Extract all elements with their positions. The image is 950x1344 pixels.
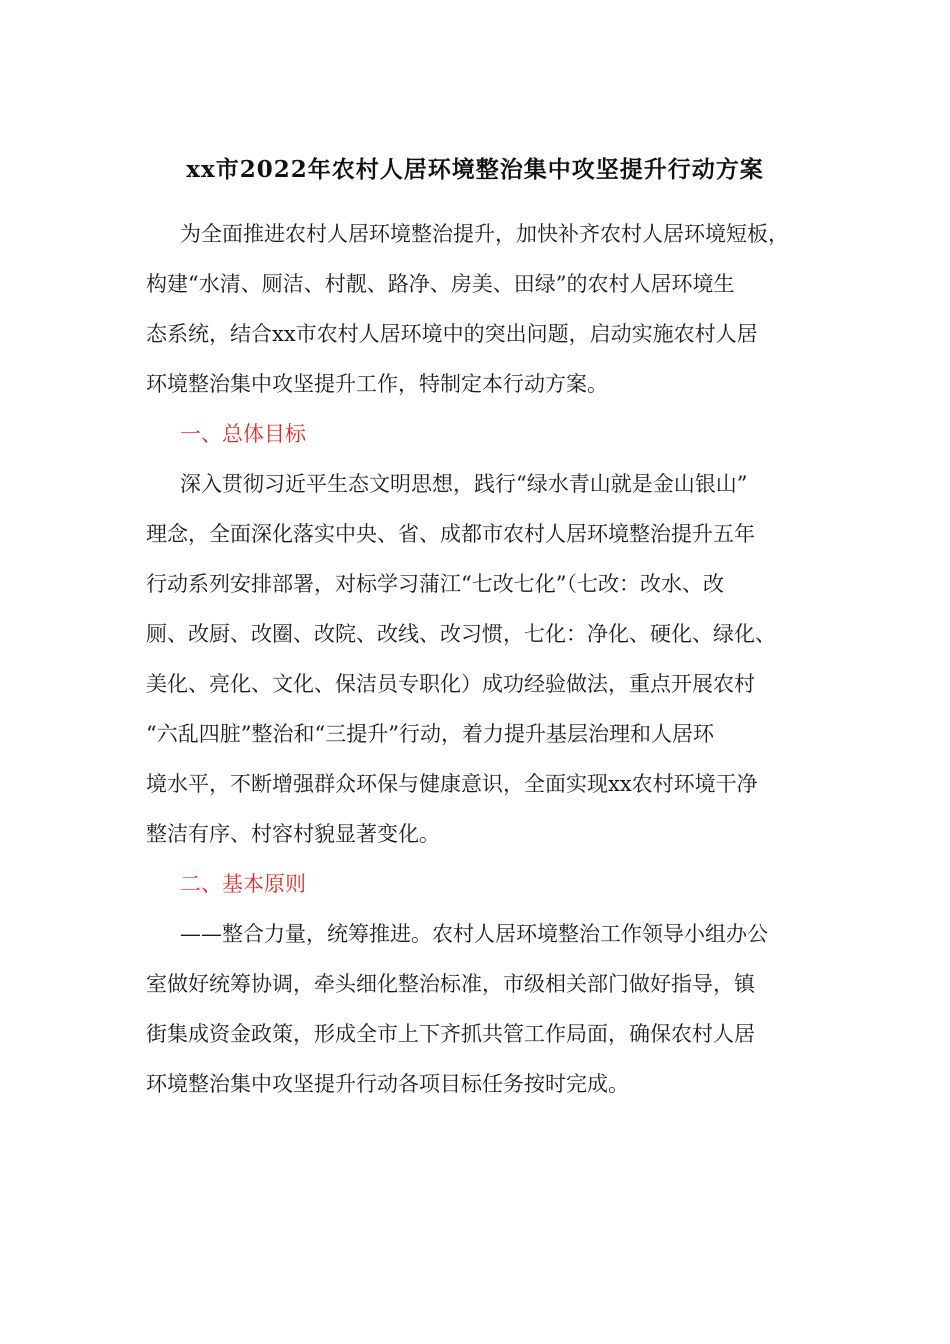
section2-line-4: 环境整治集中攻坚提升行动各项目标任务按时完成。 xyxy=(146,1072,629,1096)
section1-line-1: 深入贯彻习近平生态文明思想，践行“绿水青山就是金山银山” xyxy=(180,472,748,496)
intro-line-1: 为全面推进农村人居环境整治提升，加快补齐农村人居环境短板， xyxy=(180,222,789,246)
section-heading-basic-principles: 二、基本原则 xyxy=(180,872,306,896)
section1-line-3: 行动系列安排部署，对标学习蒲江“七改七化”（七改：改水、改 xyxy=(146,572,724,596)
section2-line-1: ——整合力量，统筹推进。农村人居环境整治工作领导小组办公 xyxy=(180,922,768,946)
section1-line-7: 境水平，不断增强群众环保与健康意识，全面实现xx农村环境干净 xyxy=(146,772,758,796)
intro-line-4: 环境整治集中攻坚提升工作，特制定本行动方案。 xyxy=(146,372,608,396)
section1-line-4: 厕、改厨、改圈、改院、改线、改习惯，七化：净化、硬化、绿化、 xyxy=(146,622,776,646)
document-title: xx市2022年农村人居环境整治集中攻坚提升行动方案 xyxy=(186,156,764,183)
intro-line-2: 构建“水清、厕洁、村靓、路净、房美、田绿”的农村人居环境生 xyxy=(146,272,735,296)
section2-line-3: 街集成资金政策，形成全市上下齐抓共管工作局面，确保农村人居 xyxy=(146,1022,755,1046)
section1-line-6: “六乱四脏”整治和“三提升”行动，着力提升基层治理和人居环 xyxy=(146,722,714,746)
section1-line-2: 理念，全面深化落实中央、省、成都市农村人居环境整治提升五年 xyxy=(146,522,755,546)
section1-line-8: 整洁有序、村容村貌显著变化。 xyxy=(146,822,440,846)
intro-line-3: 态系统，结合xx市农村人居环境中的突出问题，启动实施农村人居 xyxy=(146,322,758,346)
section1-line-5: 美化、亮化、文化、保洁员专职化）成功经验做法，重点开展农村 xyxy=(146,672,755,696)
section-heading-general-goal: 一、总体目标 xyxy=(180,422,306,446)
section2-line-2: 室做好统筹协调，牵头细化整治标准，市级相关部门做好指导，镇 xyxy=(146,972,755,996)
